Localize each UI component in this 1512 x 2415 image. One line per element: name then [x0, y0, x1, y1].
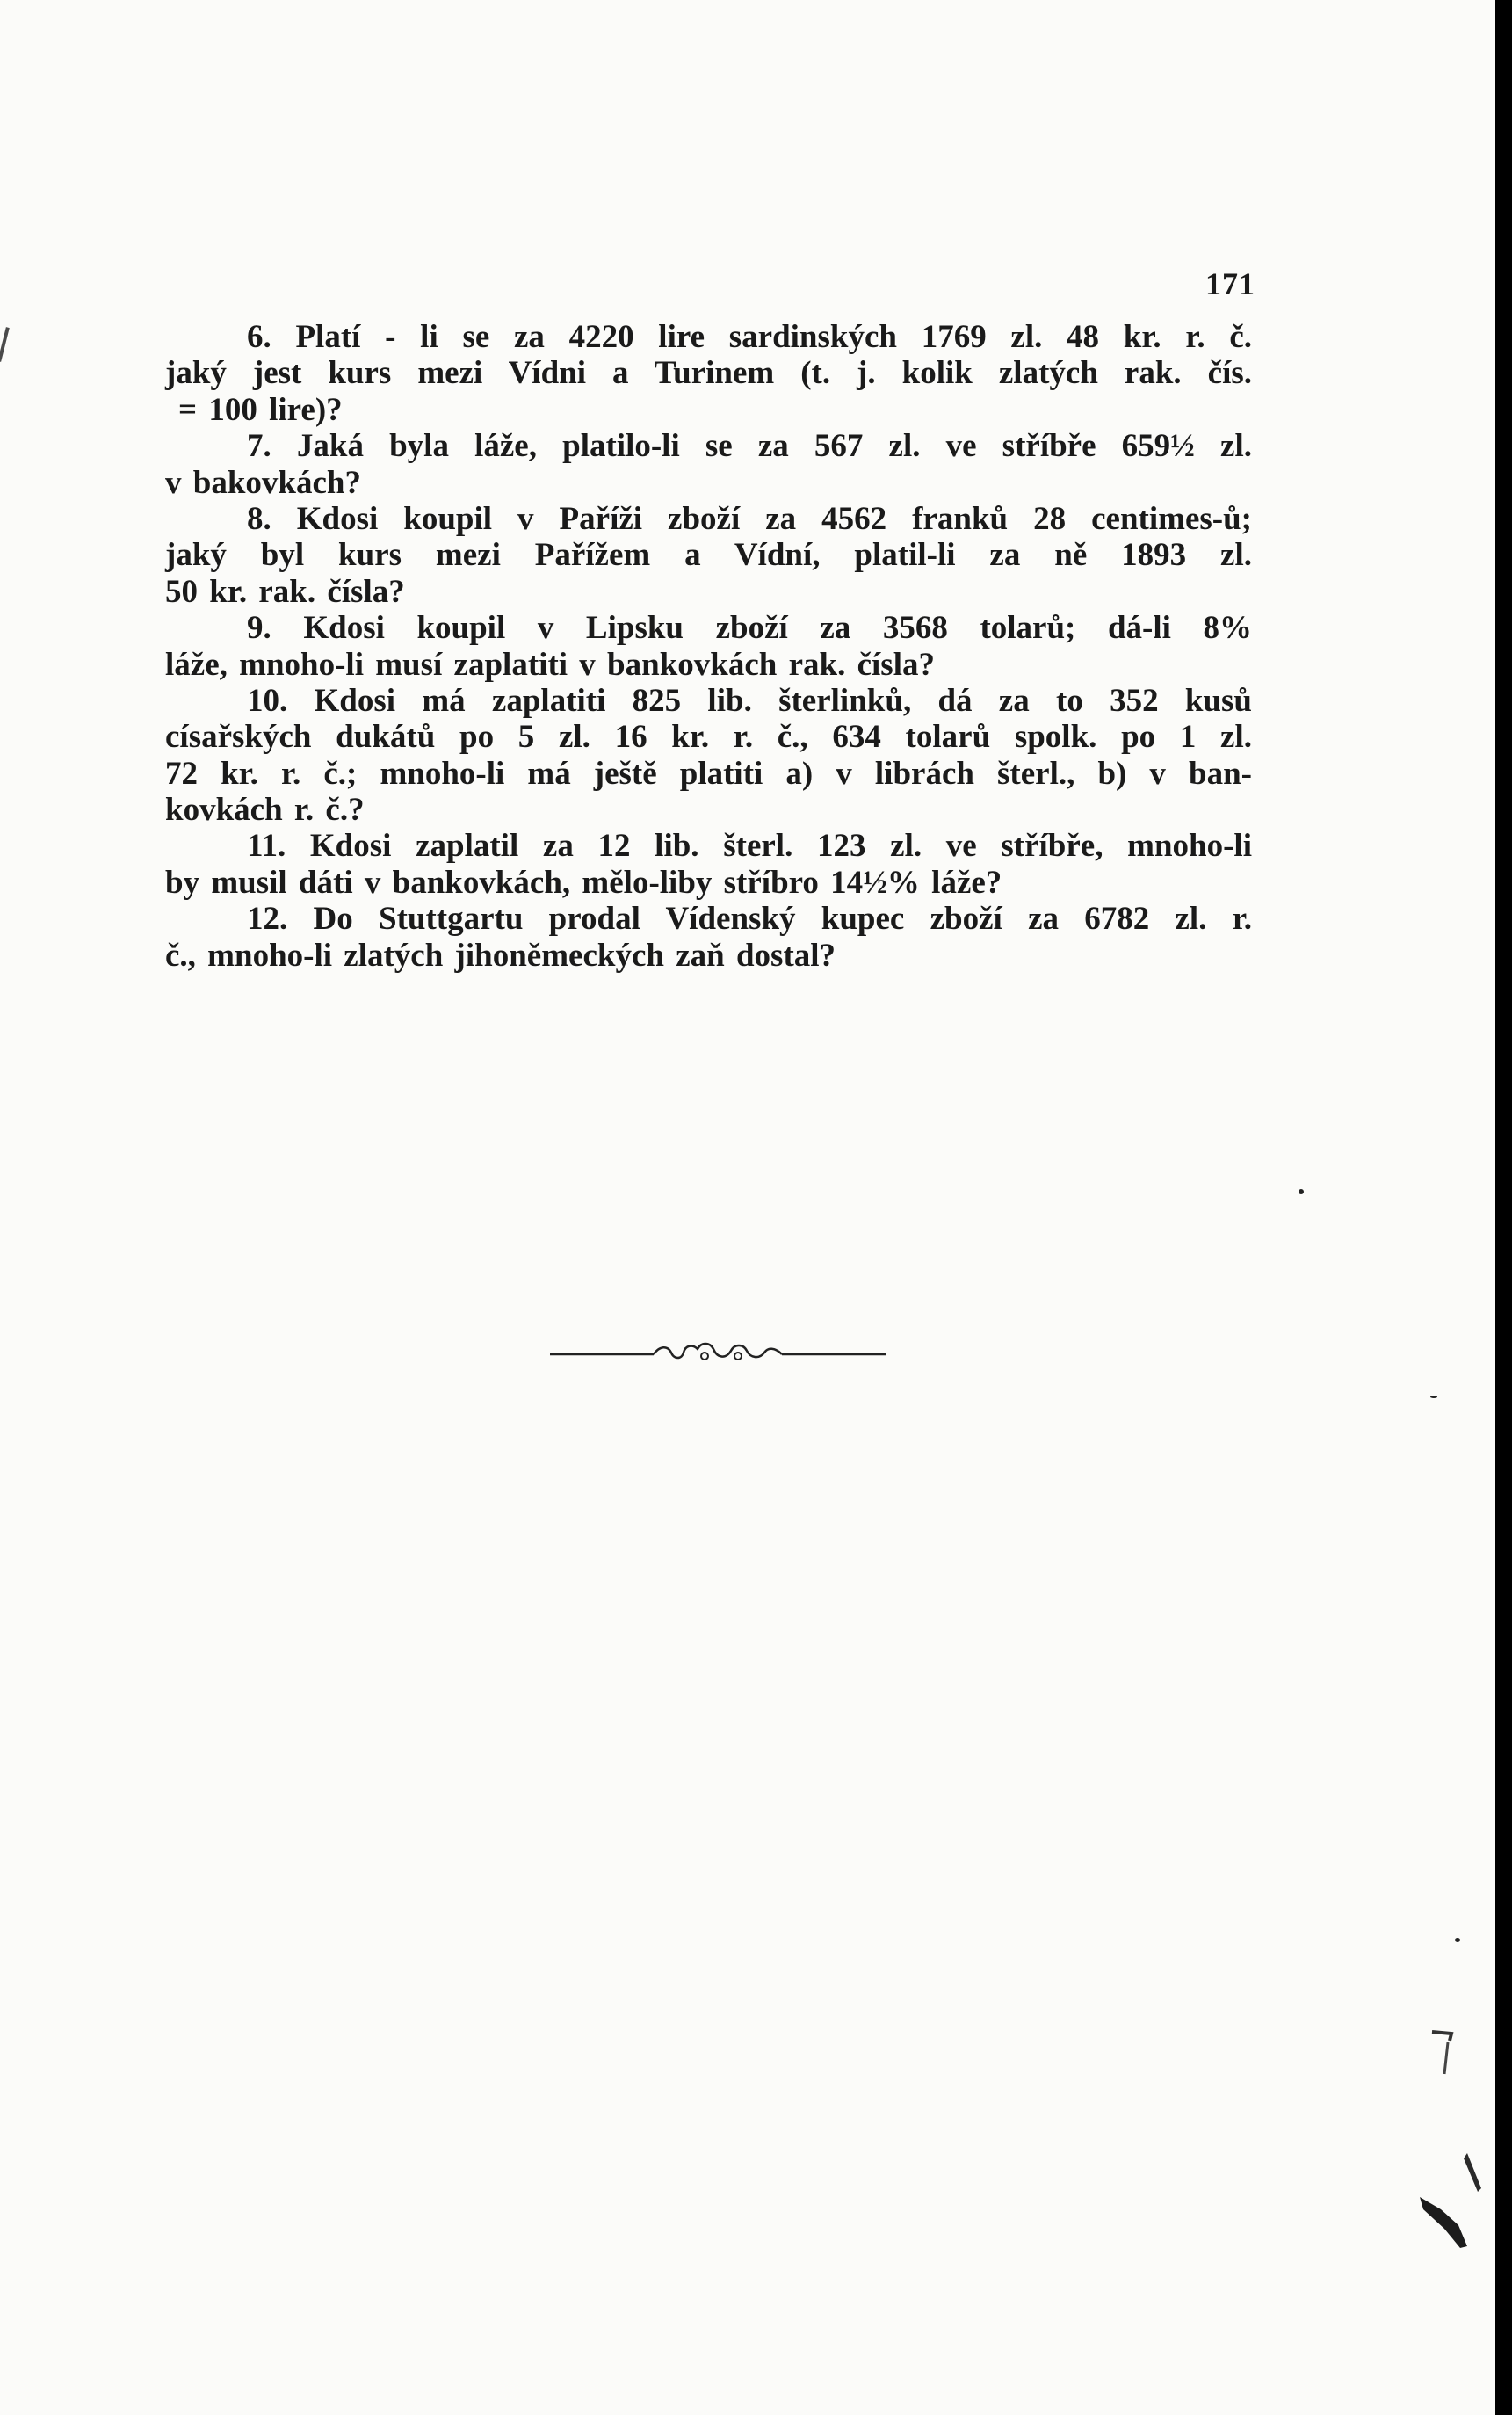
- text-line: 50 kr. rak. čísla?: [165, 573, 405, 610]
- scan-border: [1495, 0, 1512, 2415]
- text-line: 72 kr. r. č.; mnoho-li má ještě platiti a) v librách šterl., b) v ban-: [165, 755, 1252, 792]
- page-number: 171: [1205, 266, 1255, 301]
- text-line: 10. Kdosi má zaplatiti 825 lib. šterlinků, dá za to 352 kusů: [247, 682, 1252, 719]
- text-line: 9. Kdosi koupil v Lipsku zboží za 3568 tolarů; dá-li 8%: [247, 610, 1252, 647]
- text-line: láže, mnoho-li musí zaplatiti v bankovkách rak. čísla?: [165, 646, 935, 683]
- paper-speck: [1430, 1396, 1437, 1398]
- paper-speck: [1455, 1938, 1460, 1942]
- text-line: v bakovkách?: [165, 464, 361, 501]
- text-line: 8. Kdosi koupil v Paříži zboží za 4562 franků 28 centimes-ů;: [247, 500, 1252, 537]
- text-line: 11. Kdosi zaplatil za 12 lib. šterl. 123 zl. ve stříbře, mnoho-li: [247, 828, 1252, 865]
- text-line: č., mnoho-li zlatých jihoněmeckých zaň dostal?: [165, 937, 836, 974]
- text-line: jaký jest kurs mezi Vídni a Turinem (t. j. kolik zlatých rak. čís.: [165, 355, 1252, 392]
- margin-smudge-mark: [1406, 2021, 1485, 2250]
- text-line: = 100 lire)?: [178, 391, 343, 428]
- page-edge-mark: [0, 327, 10, 362]
- text-line: císařských dukátů po 5 zl. 16 kr. r. č., 634 tolarů spolk. po 1 zl.: [165, 719, 1252, 756]
- text-line: 12. Do Stuttgartu prodal Vídenský kupec zboží za 6782 zl. r.: [247, 901, 1252, 938]
- paper-speck: [1299, 1189, 1304, 1194]
- text-line: 7. Jaká byla láže, platilo-li se za 567 zl. ve stříbře 659½ zl.: [247, 428, 1252, 465]
- exercise-text-block: [165, 319, 1252, 974]
- text-line: jaký byl kurs mezi Pařížem a Vídní, platil-li za ně 1893 zl.: [165, 537, 1252, 574]
- text-line: by musil dáti v bankovkách, mělo-liby stříbro 14½% láže?: [165, 864, 1002, 901]
- text-line: 6. Platí - li se za 4220 lire sardinských 1769 zl. 48 kr. r. č.: [247, 319, 1252, 355]
- decorative-divider-ornament: [550, 1337, 886, 1372]
- text-line: kovkách r. č.?: [165, 792, 365, 829]
